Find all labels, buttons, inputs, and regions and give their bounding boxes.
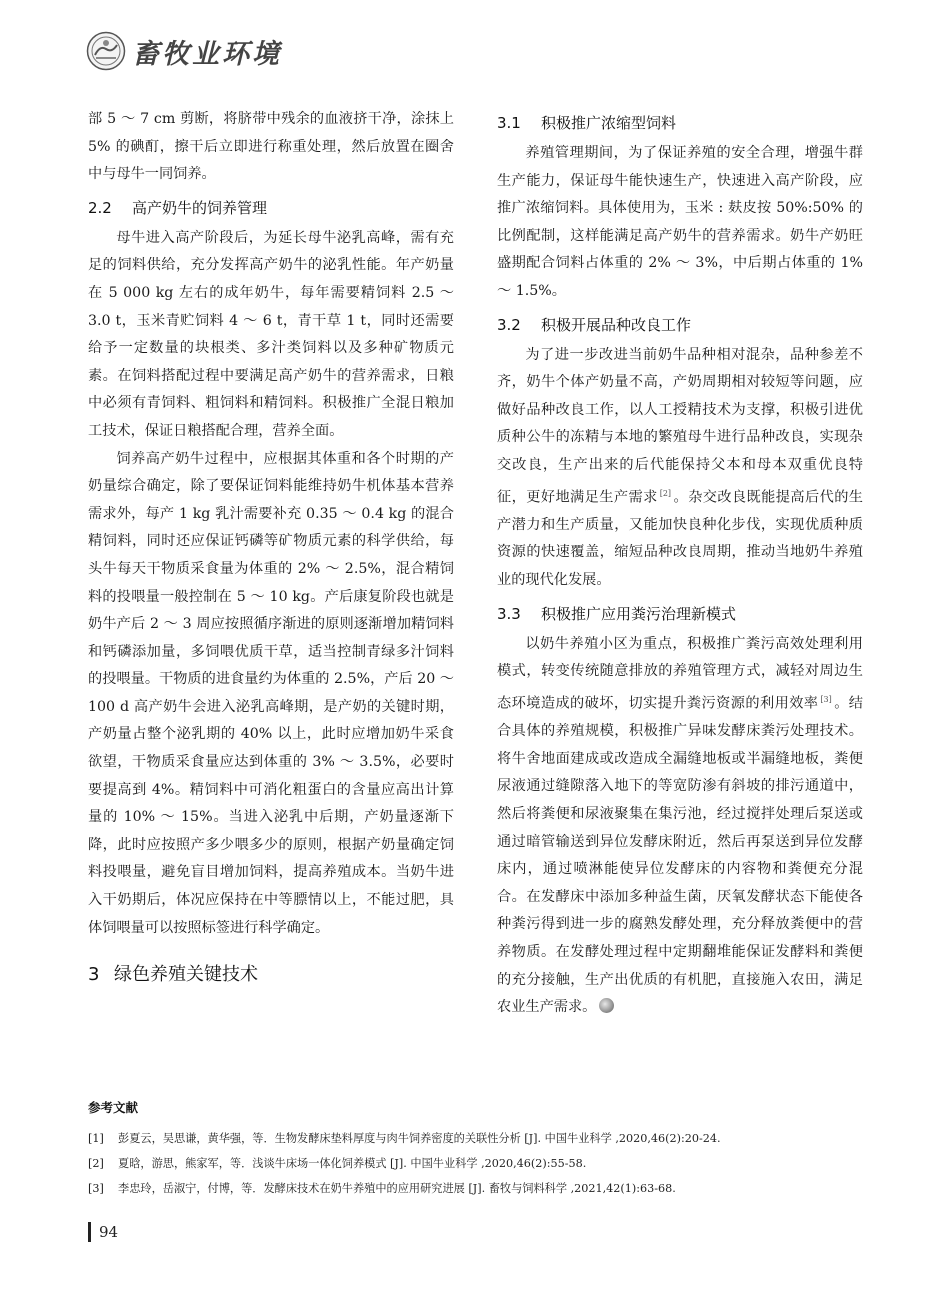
- paragraph-text: 为了进一步改进当前奶牛品种相对混杂，品种参差不齐，奶牛个体产奶量不高，产奶周期相对较短等问题，应做好品种改良工作，以人工授精技术为支撑，积极引进优质种公牛的冻精与本地的繁殖母牛进行品种改良，实现杂交改良，生产出来的后代能保持父本和母本双重优良特征，更好地满足生产需求: [497, 346, 863, 506]
- section-number: 3: [88, 964, 100, 986]
- reference-text: 夏晗，游思，熊家军，等．浅谈牛床场一体化饲养模式 [J]. 中国牛业科学 ,2020,46(2):55-58.: [118, 1157, 587, 1170]
- paragraph: 部 5 ～ 7 cm 剪断，将脐带中残余的血液挤干净，涂抹上 5% 的碘酊，擦干后立即进行称重处理，然后放置在圈舍中与母牛一同饲养。: [88, 111, 454, 183]
- reference-text: 彭夏云，吴思谦，黄华强，等．生物发酵床垫料厚度与肉牛饲养密度的关联性分析 [J]. 中国牛业科学 ,2020,46(2):20-24.: [118, 1132, 721, 1145]
- paragraph: 养殖管理期间，为了保证养殖的安全合理，增强牛群生产能力，保证母牛能快速生产，快速进入高产阶段，应推广浓缩饲料。具体使用为，玉米 : 麸皮按 50%:50% 的比例配制，这样能满足高产奶牛的营养需求。奶牛产奶旺盛期配合饲料占体重的 2% ～ 3%，中后期占体重的 1% ～ 1.5%。: [497, 145, 863, 299]
- reference-number: [2]: [88, 1157, 104, 1170]
- footer-divider: [88, 1222, 91, 1242]
- paragraph-text: 以奶牛养殖小区为重点，积极推广粪污高效处理利用模式，转变传统随意排放的养殖管理方式，减轻对周边生态环境造成的破坏，切实提升粪污资源的利用效率: [497, 635, 863, 712]
- section-number: 3.1: [497, 114, 521, 132]
- section-number: 3.3: [497, 604, 521, 623]
- paragraph: [497, 631, 863, 1022]
- page-footer: [88, 1222, 118, 1242]
- section-heading-2-2: [88, 195, 454, 221]
- journal-header: [86, 28, 282, 74]
- section-title: 积极开展品种改良工作: [541, 315, 692, 334]
- reference-item: [88, 1151, 868, 1176]
- reference-item: [88, 1126, 868, 1151]
- page-number: 94: [99, 1223, 119, 1241]
- section-heading-3-3: [497, 601, 863, 627]
- references-section: [88, 1098, 868, 1201]
- reference-number: [1]: [88, 1132, 104, 1145]
- paragraph: 母牛进入高产阶段后，为延长母牛泌乳高峰，需有充足的饲料供给，充分发挥高产奶牛的泌乳性能。年产奶量在 5 000 kg 左右的成年奶牛，每年需要精饲料 2.5 ～ 3.0 t，玉米青贮饲料 4 ～ 6 t，青干草 1 t，同时还需要给予一定数量的块根类、多汁类饲料以及多种矿物质元素。在饲料搭配过程中要满足高产奶牛的营养需求，日粮中必须有青饲料、粗饲料和精饲料。积极推广全混日粮加工技术，保证日粮搭配合理，营养全面。: [88, 229, 454, 439]
- right-column: [497, 106, 863, 1022]
- section-number: 3.2: [497, 315, 521, 334]
- left-column: [88, 106, 454, 986]
- citation-link[interactable]: [2]: [659, 488, 672, 498]
- journal-name: 畜牧业环境: [132, 38, 282, 70]
- section-heading-3-1: [497, 110, 863, 136]
- paragraph: 饲养高产奶牛过程中，应根据其体重和各个时期的产奶量综合确定，除了要保证饲料能维持奶牛机体基本营养需求外，每产 1 kg 乳汁需要补充 0.35 ～ 0.4 kg 的混合精饲料，同时还应保证钙磷等矿物质元素的科学供给，每头牛每天干物质采食量为体重的 2% ～ 2.5%，混合精饲料的投喂量一般控制在 5 ～ 10 kg。产后康复阶段也就是奶牛产后 2 ～ 3 周应按照循序渐进的原则逐渐增加精饲料和钙磷添加量，多饲喂优质干草，适当控制青绿多汁饲料的投喂量。干物质的进食量约为体重的 2.5%，产后 20 ～ 100 d 高产奶牛会进入泌乳高峰期，是产奶的关键时期，产奶量占整个泌乳期的 40% 以上，此时应增加奶牛采食欲望，干物质采食量应达到体重的 3% ～ 3.5%，必要时要提高到 4%。精饲料中可消化粗蛋白的含量应高出计算量的 10% ～ 15%。当进入泌乳中后期，产奶量逐渐下降，此时应按照产多少喂多少的原则，根据产奶量确定饲料投喂量，避免盲目增加饲料，提高养殖成本。当奶牛进入干奶期后，体况应保持在中等膘情以上，不能过肥，具体饲喂量可以按照标签进行科学确定。: [88, 450, 454, 936]
- citation-link[interactable]: [3]: [820, 694, 832, 704]
- section-heading-3-2: [497, 312, 863, 338]
- journal-logo-icon: [86, 31, 126, 71]
- references-title: 参考文献: [88, 1100, 139, 1115]
- section-title: 绿色养殖关键技术: [114, 964, 258, 986]
- article-end-icon: [599, 998, 614, 1013]
- paragraph: [497, 342, 863, 595]
- section-title: 积极推广浓缩型饲料: [541, 114, 677, 132]
- section-heading-3: [88, 960, 454, 986]
- section-title: 高产奶牛的饲养管理: [132, 198, 268, 217]
- paragraph-text: 。杂交改良既能提高后代的生产潜力和生产质量，又能加快良种化步伐，实现优质种质资源的快速覆盖，缩短品种改良周期，推动当地奶牛养殖业的现代化发展。: [497, 489, 863, 589]
- paragraph-text: 。结合具体的养殖规模，积极推广异味发酵床粪污处理技术。将牛舍地面建成或改造成全漏缝地板或半漏缝地板，粪便尿液通过缝隙落入地下的等宽防渗有斜坡的排污通道中，然后将粪便和尿液聚集在集污池，经过搅拌处理后泵送或通过暗管输送到异位发酵床附近，然后再泵送到异位发酵床内，通过喷淋能使异位发酵床的内容物和粪便充分混合。在发酵床中添加多种益生菌，厌氧发酵状态下能使各种粪污得到进一步的腐熟发酵处理，充分释放粪便中的营养物质。在发酵处理过程中定期翻堆能保证发酵料和粪便的充分接触，生产出优质的有机肥，直接施入农田，满足农业生产需求。: [497, 695, 863, 1016]
- reference-text: 李忠玲，岳淑宁，付博，等．发酵床技术在奶牛养殖中的应用研究进展 [J]. 畜牧与饲料科学 ,2021,42(1):63-68.: [118, 1182, 676, 1195]
- section-title: 积极推广应用粪污治理新模式: [541, 604, 737, 623]
- reference-item: [88, 1176, 868, 1201]
- section-number: 2.2: [88, 198, 112, 217]
- reference-number: [3]: [88, 1182, 104, 1195]
